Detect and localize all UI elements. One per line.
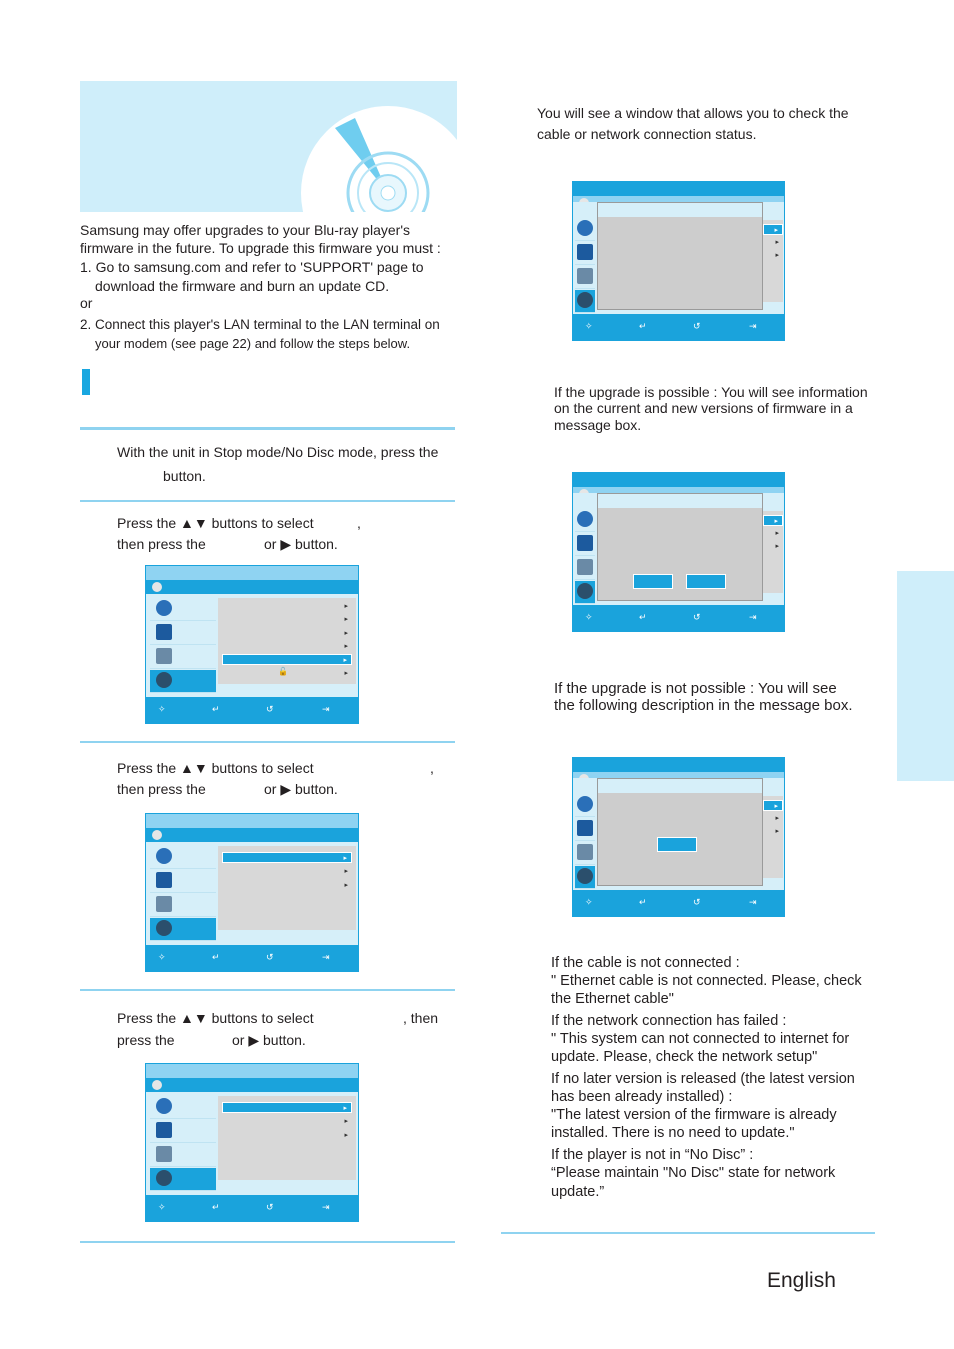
return-icon: ↺ — [693, 321, 701, 331]
disc-small-icon — [152, 830, 162, 840]
dialog-title-bar — [598, 203, 762, 217]
msg-cable-text-1: " Ethernet cable is not connected. Please, check — [551, 973, 862, 989]
menu-tab-photo[interactable] — [150, 646, 216, 669]
menu-row[interactable]: ▸ — [344, 1132, 348, 1139]
screen-body — [146, 842, 358, 948]
menu-tab-setup[interactable] — [150, 1168, 216, 1191]
menu-tab-movie[interactable] — [150, 598, 216, 621]
intro-line-1: Samsung may offer upgrades to your Blu-ray player's — [80, 222, 411, 238]
menu-tab-music[interactable] — [575, 533, 595, 556]
step-divider — [80, 500, 455, 502]
menu-tab-music[interactable] — [575, 242, 595, 265]
return-icon: ↺ — [693, 897, 701, 907]
menu-tab-music[interactable] — [575, 818, 595, 841]
move-icon: ✧ — [158, 952, 166, 962]
step3-text-c: or ▶ button. — [264, 781, 338, 797]
msg-latest-title-1: If no later version is released (the latest version — [551, 1071, 855, 1087]
screen-body — [573, 493, 784, 607]
step2-text-b: then press the — [117, 536, 206, 552]
intro-item-2a: 2. Connect this player's LAN terminal to the LAN terminal on — [80, 317, 440, 332]
menu-screen-upgrade — [145, 1063, 359, 1222]
menu-row-selected[interactable]: ▸ — [763, 515, 783, 526]
menu-row[interactable]: ▸ — [775, 828, 779, 835]
menu-tab-movie[interactable] — [575, 509, 595, 532]
return-icon: ↺ — [693, 612, 701, 622]
screen-title-bar — [146, 814, 358, 828]
step4-text-a: Press the ▲▼ buttons to select — [117, 1010, 314, 1026]
screen-body — [146, 1092, 358, 1198]
right-divider — [501, 1232, 875, 1234]
intro-line-2: firmware in the future. To upgrade this firmware you must : — [80, 240, 441, 256]
menu-tab-photo[interactable] — [150, 894, 216, 917]
menu-tab-photo[interactable] — [150, 1144, 216, 1167]
menu-tab-music[interactable] — [150, 1120, 216, 1143]
menu-panel — [763, 220, 783, 302]
screen-footer — [573, 890, 784, 916]
screen-body — [573, 778, 784, 892]
menu-row[interactable]: ▸ — [344, 1118, 348, 1125]
screen-header — [146, 580, 358, 594]
screen-header — [146, 828, 358, 842]
msg-latest-text-2: installed. There is no need to update." — [551, 1125, 795, 1141]
right-notpossible-a: If the upgrade is not possible : You will see — [554, 680, 837, 697]
dialog-no-button[interactable] — [686, 574, 726, 589]
enter-icon: ↵ — [639, 897, 647, 907]
menu-tab-music[interactable] — [150, 870, 216, 893]
exit-icon: ⇥ — [322, 704, 330, 714]
step4-text-c: or ▶ button. — [232, 1032, 306, 1048]
intro-or: or — [80, 295, 93, 311]
menu-tab-music[interactable] — [150, 622, 216, 645]
menu-screen-network — [145, 813, 359, 972]
menu-row-selected[interactable]: ▸ — [222, 852, 352, 863]
screen-header — [146, 1078, 358, 1092]
screen-footer — [146, 697, 358, 723]
right-possible-a: If the upgrade is possible : You will see information — [554, 384, 868, 400]
menu-tab-photo[interactable] — [575, 557, 595, 580]
screen-header — [573, 758, 784, 772]
menu-panel — [218, 1096, 356, 1180]
upgrade-dialog — [597, 493, 763, 601]
msg-nodisc-text-1: “Please maintain "No Disc" state for network — [551, 1165, 836, 1181]
enter-icon: ↵ — [639, 321, 647, 331]
step3-text-b: then press the — [117, 781, 206, 797]
step1-text-a: With the unit in Stop mode/No Disc mode, press the — [117, 444, 439, 460]
move-icon: ✧ — [158, 1202, 166, 1212]
right-window-b: cable or network connection status. — [537, 126, 757, 142]
step-divider — [80, 427, 455, 430]
screen-title-bar — [146, 1064, 358, 1078]
screen-upgrade-possible — [572, 472, 785, 632]
menu-tab-movie[interactable] — [575, 794, 595, 817]
menu-row[interactable]: ▸ — [775, 252, 779, 259]
menu-tab-movie[interactable] — [150, 1096, 216, 1119]
msg-latest-title-2: has been already installed) : — [551, 1089, 733, 1105]
right-possible-b: on the current and new versions of firmware in a — [554, 400, 853, 416]
dialog-yes-button[interactable] — [633, 574, 673, 589]
step2-text-a: Press the ▲▼ buttons to select — [117, 515, 314, 531]
enter-icon: ↵ — [212, 952, 220, 962]
screen-header — [573, 473, 784, 487]
menu-panel — [763, 511, 783, 593]
menu-screen-setup — [145, 565, 359, 724]
page-language: English — [767, 1269, 836, 1292]
menu-row-selected[interactable]: ▸ — [763, 800, 783, 811]
enter-icon: ↵ — [212, 704, 220, 714]
exit-icon: ⇥ — [322, 952, 330, 962]
step-divider — [80, 1241, 455, 1243]
screen-footer — [573, 314, 784, 340]
status-dialog — [597, 202, 763, 310]
move-icon: ✧ — [158, 704, 166, 714]
return-icon: ↺ — [266, 952, 274, 962]
msg-network-title: If the network connection has failed : — [551, 1013, 787, 1029]
menu-row[interactable]: ▸ — [344, 643, 348, 650]
screen-body — [146, 594, 358, 700]
screen-footer — [146, 1195, 358, 1221]
move-icon: ✧ — [585, 321, 593, 331]
menu-tab-photo[interactable] — [575, 842, 595, 865]
exit-icon: ⇥ — [749, 897, 757, 907]
menu-tab-setup[interactable] — [575, 290, 595, 313]
msg-network-text-2: update. Please, check the network setup" — [551, 1049, 818, 1065]
menu-panel — [218, 846, 356, 930]
lock-icon: 🔓 — [278, 667, 288, 676]
step4-then: , then — [403, 1010, 439, 1026]
step-divider — [80, 989, 455, 991]
step3-text-a: Press the ▲▼ buttons to select — [117, 760, 314, 776]
chapter-side-tab — [897, 571, 954, 781]
dialog-ok-button[interactable] — [657, 837, 697, 852]
screen-upgrade-not-possible — [572, 757, 785, 917]
menu-tab-setup[interactable] — [150, 670, 216, 693]
msg-cable-text-2: the Ethernet cable" — [551, 991, 674, 1007]
msg-cable-title: If the cable is not connected : — [551, 955, 740, 971]
menu-row[interactable]: 🔓 ▸ — [278, 667, 348, 677]
menu-row[interactable]: ▸ — [344, 630, 348, 637]
section-marker — [82, 369, 90, 395]
screen-footer — [573, 605, 784, 631]
return-icon: ↺ — [266, 1202, 274, 1212]
dialog-title-bar — [598, 779, 762, 793]
right-window-a: You will see a window that allows you to check the — [537, 105, 849, 121]
step3-comma: , — [430, 760, 434, 776]
disc-small-icon — [152, 582, 162, 592]
menu-tab-movie[interactable] — [150, 846, 216, 869]
menu-row[interactable]: ▸ — [775, 530, 779, 537]
menu-row-selected[interactable]: ▸ — [222, 1102, 352, 1113]
step2-comma: , — [357, 515, 361, 531]
step-divider — [80, 741, 455, 743]
menu-row[interactable]: ▸ — [344, 603, 348, 610]
menu-tab-setup[interactable] — [150, 918, 216, 941]
enter-icon: ↵ — [639, 612, 647, 622]
step4-text-b: press the — [117, 1032, 175, 1048]
screen-footer — [146, 945, 358, 971]
intro-item-2b: your modem (see page 22) and follow the steps below. — [95, 336, 411, 351]
right-possible-c: message box. — [554, 417, 642, 433]
screen-header — [573, 182, 784, 196]
msg-network-text-1: " This system can not connected to internet for — [551, 1031, 850, 1047]
menu-tab-movie[interactable] — [575, 218, 595, 241]
error-dialog — [597, 778, 763, 886]
step2-text-c: or ▶ button. — [264, 536, 338, 552]
menu-tab-setup[interactable] — [575, 581, 595, 604]
return-icon: ↺ — [266, 704, 274, 714]
menu-row[interactable]: ▸ — [344, 882, 348, 889]
move-icon: ✧ — [585, 612, 593, 622]
menu-row-selected[interactable]: ▸ — [763, 224, 783, 235]
exit-icon: ⇥ — [749, 321, 757, 331]
header-banner — [80, 81, 457, 212]
menu-panel — [218, 598, 356, 684]
intro-item-1a: 1. Go to samsung.com and refer to 'SUPPORT' page to — [80, 259, 424, 275]
dialog-title-bar — [598, 494, 762, 508]
menu-row[interactable]: ▸ — [344, 868, 348, 875]
right-notpossible-b: the following description in the message box. — [554, 697, 853, 714]
menu-row[interactable]: ▸ — [775, 543, 779, 550]
disc-icon — [80, 81, 457, 212]
screen-body — [573, 202, 784, 316]
move-icon: ✧ — [585, 897, 593, 907]
screen-title-bar — [146, 566, 358, 580]
menu-row-selected[interactable]: ▸ — [222, 654, 352, 665]
msg-nodisc-title: If the player is not in “No Disc” : — [551, 1147, 754, 1163]
screen-status-window — [572, 181, 785, 341]
menu-panel — [763, 796, 783, 878]
menu-tab-setup[interactable] — [575, 866, 595, 889]
msg-latest-text-1: "The latest version of the firmware is already — [551, 1107, 837, 1123]
msg-nodisc-text-2: update.” — [551, 1184, 605, 1200]
menu-tab-photo[interactable] — [575, 266, 595, 289]
menu-row[interactable]: ▸ — [775, 815, 779, 822]
step1-text-b: button. — [163, 468, 206, 484]
exit-icon: ⇥ — [749, 612, 757, 622]
intro-item-1b: download the firmware and burn an update CD. — [95, 278, 390, 294]
menu-row[interactable]: ▸ — [775, 239, 779, 246]
exit-icon: ⇥ — [322, 1202, 330, 1212]
disc-small-icon — [152, 1080, 162, 1090]
menu-row[interactable]: ▸ — [344, 616, 348, 623]
enter-icon: ↵ — [212, 1202, 220, 1212]
